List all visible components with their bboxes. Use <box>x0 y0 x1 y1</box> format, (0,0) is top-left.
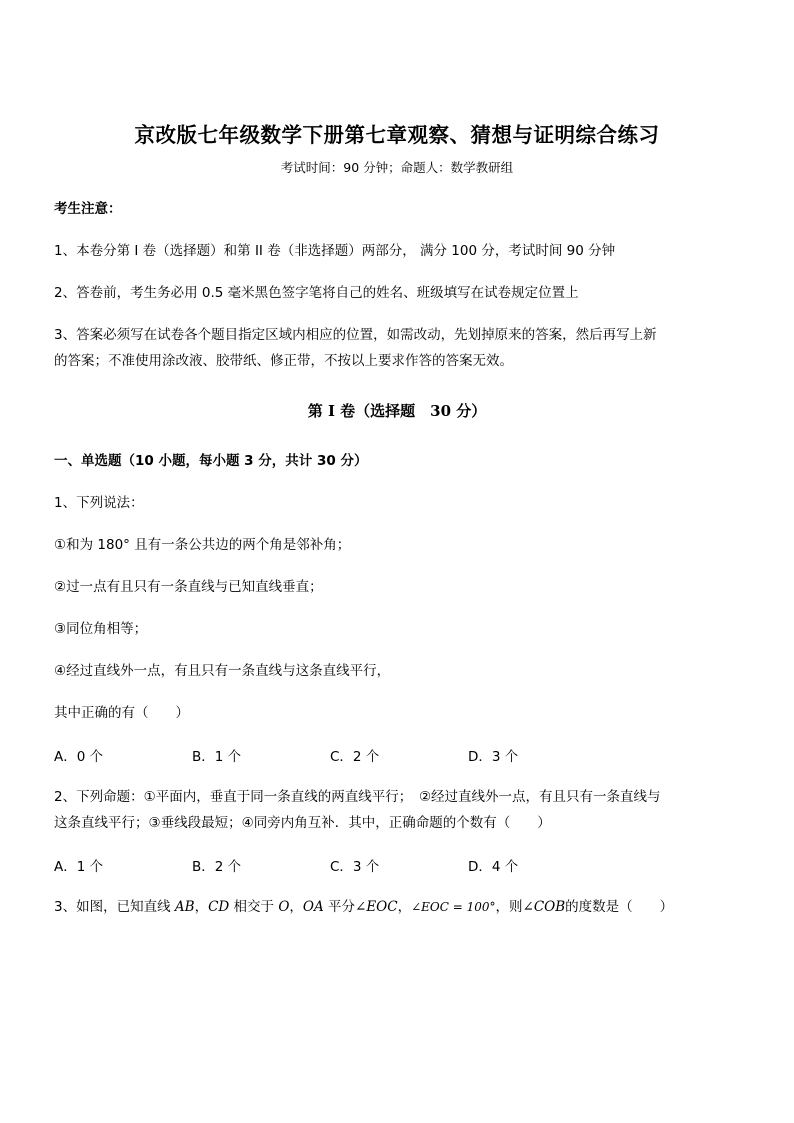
q2-option-d[interactable]: D．4 个 <box>468 859 519 875</box>
part-heading: 一、单选题（10 小题，每小题 3 分，共计 30 分） <box>54 453 368 469</box>
q1-option-b[interactable]: B．1 个 <box>192 749 242 765</box>
q1-option-c[interactable]: C．2 个 <box>330 749 380 765</box>
q2-option-a[interactable]: A．1 个 <box>54 859 104 875</box>
q1-statement-1: ①和为 180° 且有一条公共边的两个角是邻补角； <box>54 537 351 553</box>
notice-item-1: 1、本卷分第 I 卷（选择题）和第 II 卷（非选择题）两部分， 满分 100 分，考试时间 90 分钟 <box>54 243 616 259</box>
q3-stem <box>54 897 673 917</box>
section-title: 第 I 卷（选择题 30 分） <box>307 402 487 420</box>
q3-ray-oa: OA <box>302 899 324 915</box>
notice-item-2: 2、答卷前，考生务必用 0.5 毫米黑色签字笔将自己的姓名、班级填写在试卷规定位置上 <box>54 285 579 301</box>
q3-sep-1: ， <box>194 899 209 915</box>
q3-angle-eoc: ∠EOC <box>355 899 398 915</box>
q3-point-o: O <box>278 899 290 915</box>
exam-info: 考试时间：90 分钟；命题人：数学教研组 <box>280 160 514 175</box>
q1-option-d[interactable]: D．3 个 <box>468 749 519 765</box>
q3-line-ab: AB <box>174 899 195 915</box>
q2-stem-line-1: 2、下列命题：①平面内，垂直于同一条直线的两直线平行； ②经过直线外一点，有且只有一条直线与 <box>54 789 661 805</box>
q3-sep-2: ， <box>289 899 303 915</box>
page-title: 京改版七年级数学下册第七章观察、猜想与证明综合练习 <box>134 123 660 147</box>
q3-angle-eoc-value: ∠EOC = 100° <box>411 900 496 914</box>
q1-statement-4: ④经过直线外一点，有且只有一条直线与这条直线平行， <box>54 663 391 679</box>
notice-heading: 考生注意： <box>54 201 122 217</box>
q3-suffix: 的度数是（ ） <box>565 899 674 915</box>
q3-sep-3: ， <box>397 899 412 915</box>
q2-option-c[interactable]: C．3 个 <box>330 859 380 875</box>
q1-statement-3: ③同位角相等； <box>54 621 148 637</box>
q3-mid-1: 相交于 <box>229 899 279 915</box>
q1-question: 其中正确的有（ ） <box>54 705 189 721</box>
q2-stem-line-2: 这条直线平行；③垂线段最短；④同旁内角互补．其中，正确命题的个数有（ ） <box>54 815 551 831</box>
q3-line-cd: CD <box>208 899 230 915</box>
q3-mid-3: ，则 <box>495 899 523 915</box>
q3-prefix: 3、如图，已知直线 <box>54 899 175 915</box>
q3-mid-2: 平分 <box>323 899 356 915</box>
q1-statement-2: ②过一点有且只有一条直线与已知直线垂直； <box>54 579 323 595</box>
q1-option-a[interactable]: A．0 个 <box>54 749 104 765</box>
q3-angle-cob: ∠COB <box>522 899 566 915</box>
q2-option-b[interactable]: B．2 个 <box>192 859 242 875</box>
q1-stem: 1、下列说法： <box>54 495 144 511</box>
notice-item-3-cont: 的答案；不准使用涂改液、胶带纸、修正带，不按以上要求作答的答案无效。 <box>54 353 513 369</box>
notice-item-3: 3、答案必须写在试卷各个题目指定区域内相应的位置，如需改动，先划掉原来的答案，然后再写上新 <box>54 327 657 343</box>
